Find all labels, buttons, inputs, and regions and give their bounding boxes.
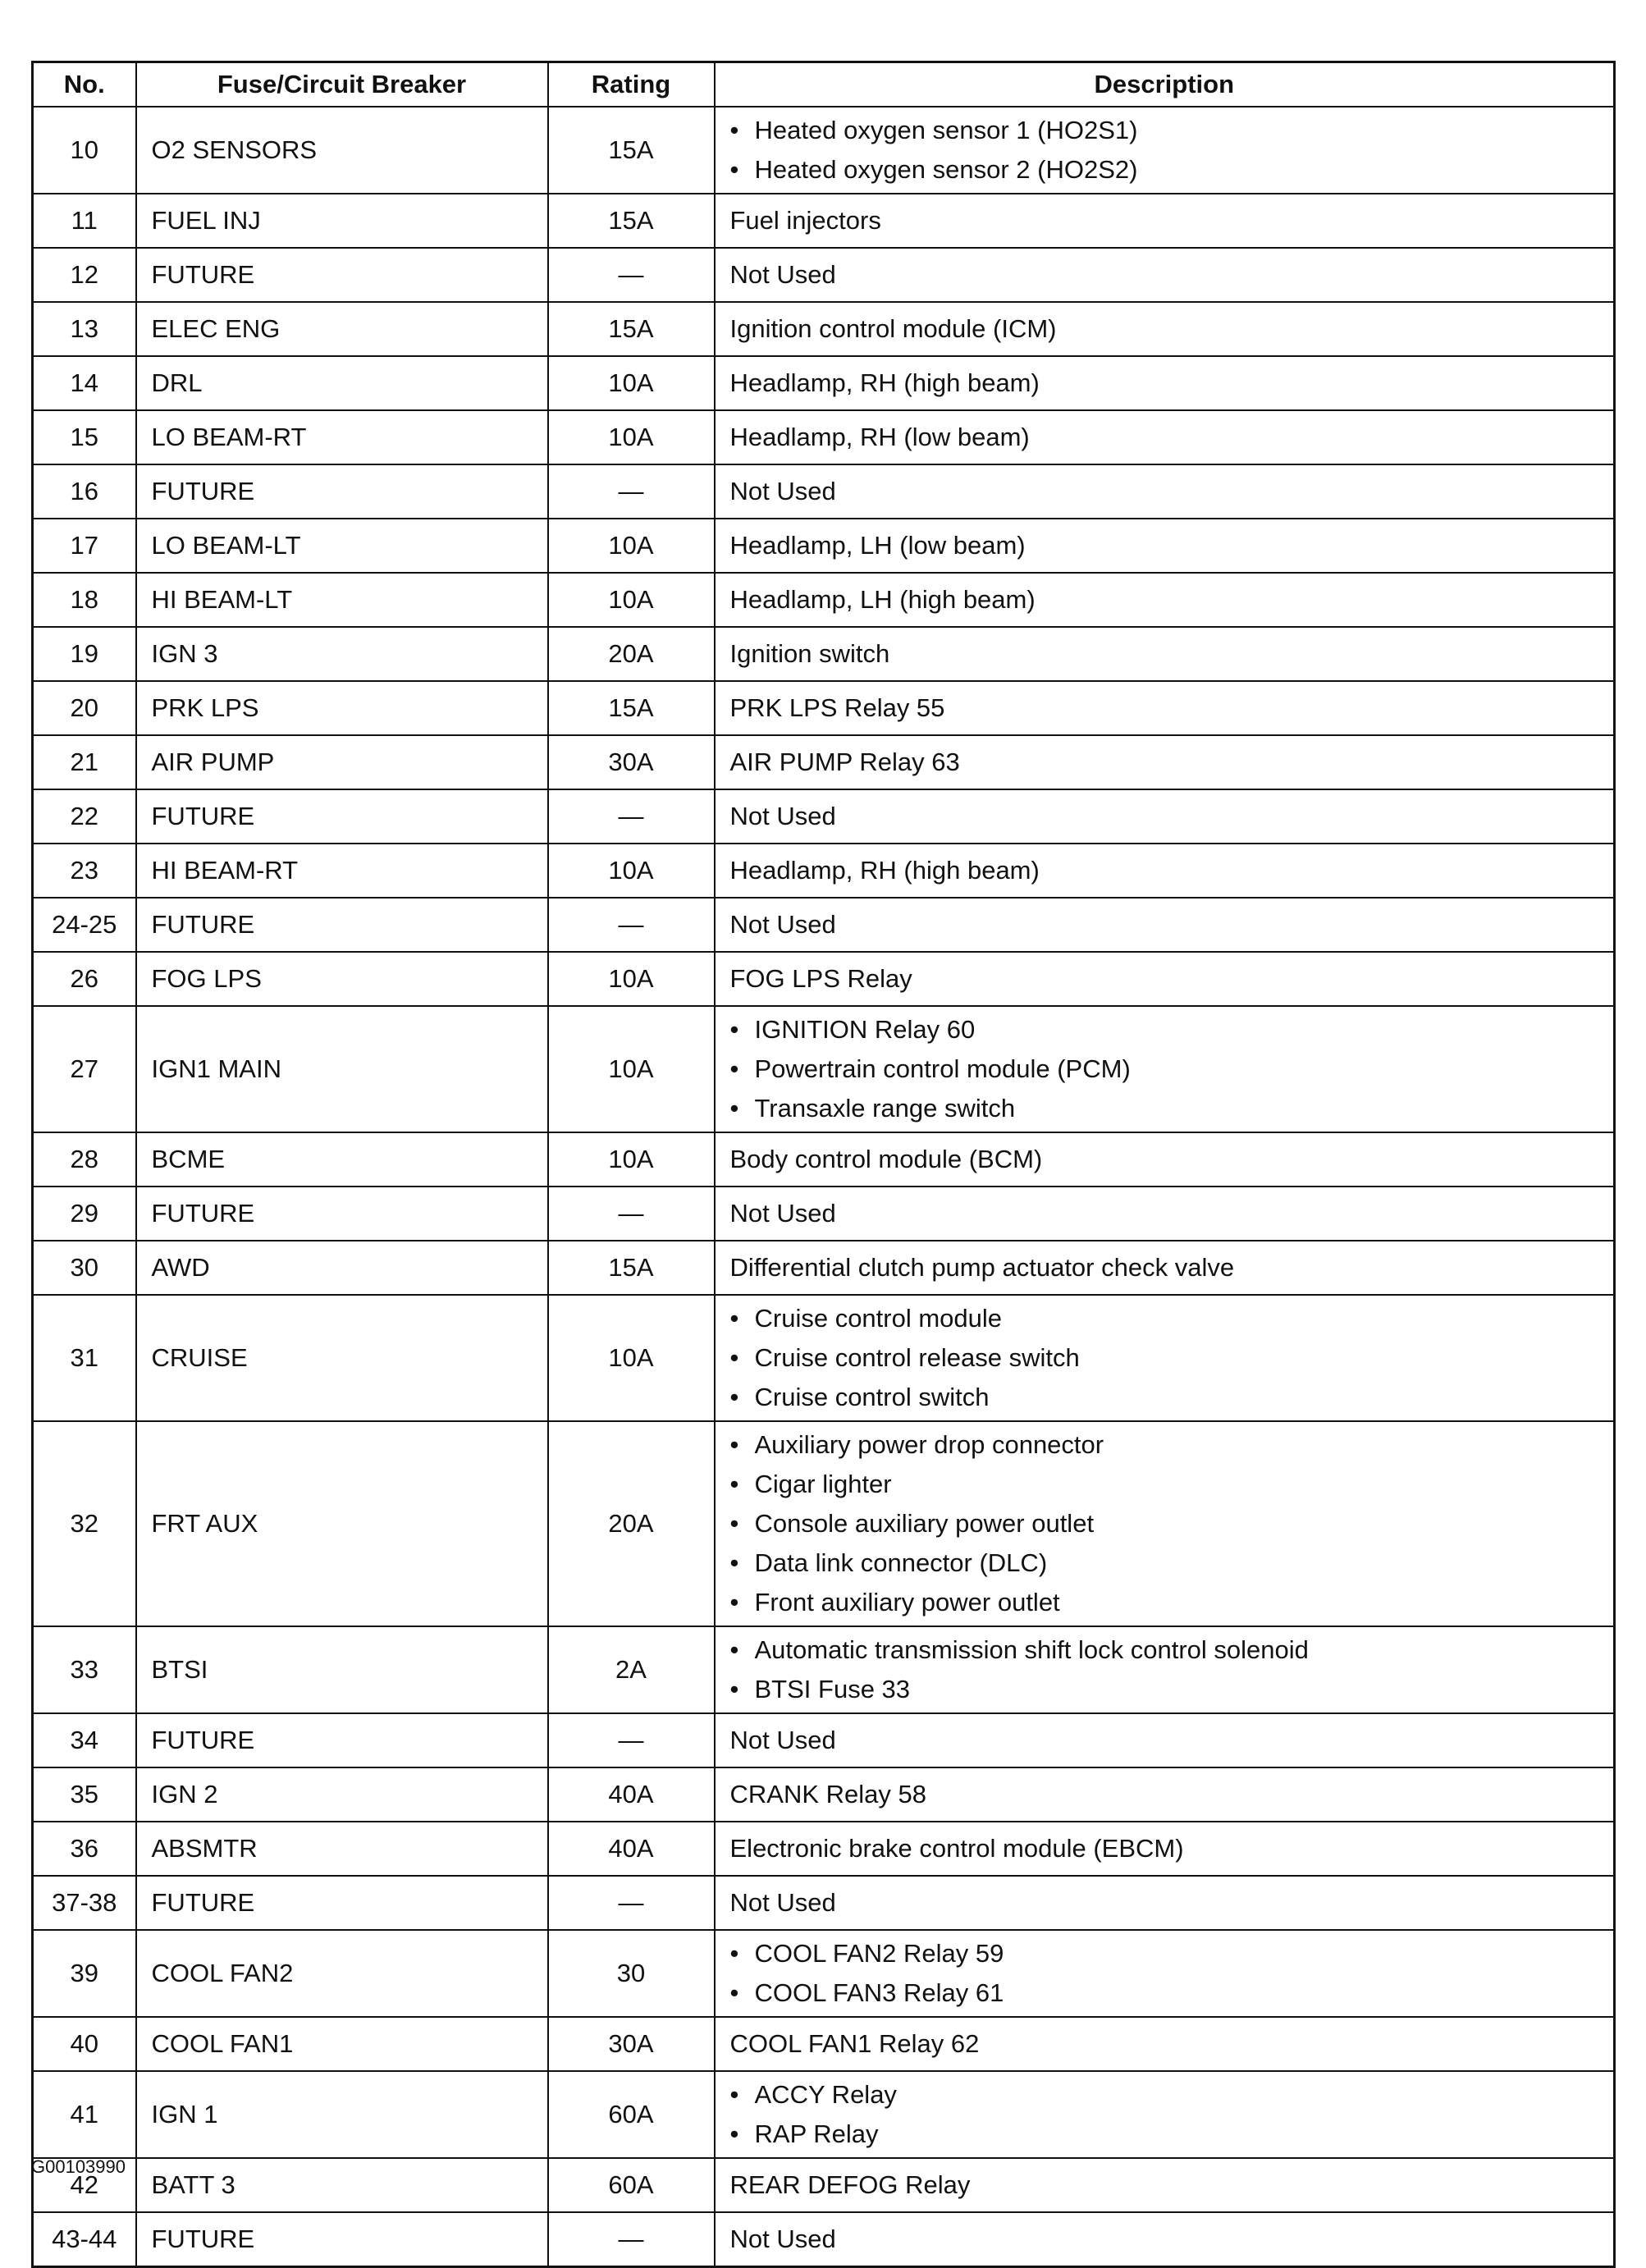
- description-list-item: • RAP Relay: [755, 2115, 1599, 2154]
- table-row: [33, 2158, 1615, 2212]
- table-row: [33, 410, 1615, 464]
- fuse-rating-cell: —: [548, 248, 715, 302]
- fuse-description-cell: Body control module (BCM): [715, 1132, 1615, 1187]
- table-row: [33, 1626, 1615, 1713]
- description-list: [730, 2075, 1599, 2154]
- description-list: [730, 111, 1599, 190]
- fuse-name-cell: COOL FAN1: [136, 2017, 548, 2071]
- table-row: [33, 2071, 1615, 2158]
- fuse-number-cell: 30: [33, 1241, 136, 1295]
- fuse-rating-cell: —: [548, 898, 715, 952]
- fuse-rating-cell: 10A: [548, 356, 715, 410]
- fuse-name-cell: IGN1 MAIN: [136, 1006, 548, 1132]
- description-list-item: • Cruise control release switch: [755, 1338, 1599, 1378]
- fuse-name-cell: AWD: [136, 1241, 548, 1295]
- table-row: [33, 1421, 1615, 1626]
- fuse-name-cell: FUEL INJ: [136, 194, 548, 248]
- fuse-rating-cell: 15A: [548, 302, 715, 356]
- description-list-item: • Cruise control switch: [755, 1378, 1599, 1417]
- fuse-name-cell: LO BEAM-LT: [136, 519, 548, 573]
- table-row: [33, 681, 1615, 735]
- description-list-item: • Auxiliary power drop connector: [755, 1425, 1599, 1465]
- fuse-rating-cell: 10A: [548, 952, 715, 1006]
- table-row: [33, 2212, 1615, 2267]
- fuse-number-cell: 36: [33, 1822, 136, 1876]
- fuse-rating-cell: 10A: [548, 1132, 715, 1187]
- fuse-rating-cell: 40A: [548, 1822, 715, 1876]
- table-row: [33, 1241, 1615, 1295]
- fuse-description-cell: Not Used: [715, 248, 1615, 302]
- fuse-name-cell: IGN 2: [136, 1767, 548, 1822]
- fuse-number-cell: 41: [33, 2071, 136, 2158]
- fuse-name-cell: FUTURE: [136, 2212, 548, 2267]
- table-row: [33, 898, 1615, 952]
- fuse-rating-cell: 10A: [548, 410, 715, 464]
- fuse-rating-cell: 20A: [548, 1421, 715, 1626]
- fuse-name-cell: ELEC ENG: [136, 302, 548, 356]
- fuse-rating-cell: 30: [548, 1930, 715, 2017]
- table-row: [33, 844, 1615, 898]
- fuse-number-cell: 19: [33, 627, 136, 681]
- fuse-rating-cell: 10A: [548, 519, 715, 573]
- fuse-number-cell: 29: [33, 1187, 136, 1241]
- fuse-number-cell: 18: [33, 573, 136, 627]
- fuse-name-cell: HI BEAM-RT: [136, 844, 548, 898]
- fuse-name-cell: IGN 3: [136, 627, 548, 681]
- fuse-description-cell: Not Used: [715, 464, 1615, 519]
- fuse-number-cell: 16: [33, 464, 136, 519]
- fuse-rating-cell: 20A: [548, 627, 715, 681]
- fuse-name-cell: FUTURE: [136, 1713, 548, 1767]
- fuse-number-cell: 32: [33, 1421, 136, 1626]
- fuse-name-cell: FRT AUX: [136, 1421, 548, 1626]
- fuse-rating-cell: 15A: [548, 1241, 715, 1295]
- fuse-rating-cell: 15A: [548, 194, 715, 248]
- fuse-description-cell: Headlamp, LH (high beam): [715, 573, 1615, 627]
- fuse-description-cell: FOG LPS Relay: [715, 952, 1615, 1006]
- table-row: [33, 194, 1615, 248]
- fuse-number-cell: 34: [33, 1713, 136, 1767]
- fuse-number-cell: 42: [33, 2158, 136, 2212]
- table-row: [33, 1132, 1615, 1187]
- table-row: [33, 789, 1615, 844]
- table-row: [33, 1006, 1615, 1132]
- header-rating: Rating: [548, 62, 715, 107]
- fuse-description-cell: [715, 1006, 1615, 1132]
- table-row: [33, 1930, 1615, 2017]
- table-row: [33, 952, 1615, 1006]
- fuse-number-cell: 27: [33, 1006, 136, 1132]
- fuse-name-cell: FOG LPS: [136, 952, 548, 1006]
- fuse-number-cell: 21: [33, 735, 136, 789]
- fuse-description-cell: CRANK Relay 58: [715, 1767, 1615, 1822]
- description-list-item: • Heated oxygen sensor 1 (HO2S1): [755, 111, 1599, 150]
- fuse-rating-cell: 30A: [548, 2017, 715, 2071]
- table-row: [33, 464, 1615, 519]
- fuse-name-cell: CRUISE: [136, 1295, 548, 1421]
- fuse-name-cell: COOL FAN2: [136, 1930, 548, 2017]
- table-body: [33, 107, 1615, 2267]
- description-list-item: • Console auxiliary power outlet: [755, 1504, 1599, 1543]
- table-row: [33, 302, 1615, 356]
- description-list-item: • ACCY Relay: [755, 2075, 1599, 2115]
- fuse-name-cell: O2 SENSORS: [136, 107, 548, 194]
- fuse-number-cell: 17: [33, 519, 136, 573]
- description-list: [730, 1630, 1599, 1709]
- table-row: [33, 1822, 1615, 1876]
- fuse-number-cell: 26: [33, 952, 136, 1006]
- table-row: [33, 107, 1615, 194]
- fuse-description-cell: [715, 1295, 1615, 1421]
- fuse-number-cell: 20: [33, 681, 136, 735]
- fuse-description-cell: Not Used: [715, 1187, 1615, 1241]
- fuse-rating-cell: —: [548, 2212, 715, 2267]
- header-description: Description: [715, 62, 1615, 107]
- figure-code: G00103990: [31, 2156, 126, 2177]
- fuse-rating-cell: 2A: [548, 1626, 715, 1713]
- fuse-description-cell: Not Used: [715, 1713, 1615, 1767]
- description-list-item: • IGNITION Relay 60: [755, 1010, 1599, 1049]
- fuse-rating-cell: —: [548, 1187, 715, 1241]
- fuse-name-cell: LO BEAM-RT: [136, 410, 548, 464]
- fuse-description-cell: [715, 1626, 1615, 1713]
- fuse-number-cell: 24-25: [33, 898, 136, 952]
- fuse-number-cell: 13: [33, 302, 136, 356]
- description-list-item: • BTSI Fuse 33: [755, 1670, 1599, 1709]
- fuse-description-cell: Headlamp, RH (high beam): [715, 356, 1615, 410]
- fuse-description-cell: [715, 1930, 1615, 2017]
- description-list-item: • Cigar lighter: [755, 1465, 1599, 1504]
- fuse-rating-cell: 15A: [548, 107, 715, 194]
- fuse-description-cell: Differential clutch pump actuator check valve: [715, 1241, 1615, 1295]
- table-row: [33, 627, 1615, 681]
- header-no: No.: [33, 62, 136, 107]
- description-list: [730, 1425, 1599, 1622]
- description-list-item: • Front auxiliary power outlet: [755, 1583, 1599, 1622]
- table-row: [33, 2017, 1615, 2071]
- fuse-description-cell: Ignition switch: [715, 627, 1615, 681]
- fuse-description-cell: Not Used: [715, 898, 1615, 952]
- fuse-description-cell: Not Used: [715, 789, 1615, 844]
- description-list-item: • COOL FAN3 Relay 61: [755, 1973, 1599, 2013]
- description-list-item: • Data link connector (DLC): [755, 1543, 1599, 1583]
- fuse-name-cell: IGN 1: [136, 2071, 548, 2158]
- fuse-description-cell: Electronic brake control module (EBCM): [715, 1822, 1615, 1876]
- description-list: [730, 1934, 1599, 2013]
- fuse-rating-cell: 15A: [548, 681, 715, 735]
- fuse-number-cell: 10: [33, 107, 136, 194]
- table-row: [33, 1187, 1615, 1241]
- fuse-name-cell: BTSI: [136, 1626, 548, 1713]
- fuse-name-cell: BATT 3: [136, 2158, 548, 2212]
- table-row: [33, 1295, 1615, 1421]
- fuse-description-cell: Fuel injectors: [715, 194, 1615, 248]
- fuse-description-cell: PRK LPS Relay 55: [715, 681, 1615, 735]
- fuse-description-cell: [715, 107, 1615, 194]
- fuse-name-cell: PRK LPS: [136, 681, 548, 735]
- fuse-rating-cell: —: [548, 1876, 715, 1930]
- table-row: [33, 248, 1615, 302]
- header-fuse-circuit-breaker: Fuse/Circuit Breaker: [136, 62, 548, 107]
- fuse-number-cell: 22: [33, 789, 136, 844]
- fuse-number-cell: 12: [33, 248, 136, 302]
- fuse-name-cell: DRL: [136, 356, 548, 410]
- description-list-item: • COOL FAN2 Relay 59: [755, 1934, 1599, 1973]
- fuse-description-cell: COOL FAN1 Relay 62: [715, 2017, 1615, 2071]
- fuse-name-cell: FUTURE: [136, 1187, 548, 1241]
- fuse-rating-cell: 60A: [548, 2071, 715, 2158]
- fuse-rating-cell: 10A: [548, 1006, 715, 1132]
- fuse-name-cell: BCME: [136, 1132, 548, 1187]
- fuse-number-cell: 39: [33, 1930, 136, 2017]
- fuse-description-cell: Ignition control module (ICM): [715, 302, 1615, 356]
- fuse-number-cell: 28: [33, 1132, 136, 1187]
- description-list-item: • Powertrain control module (PCM): [755, 1049, 1599, 1089]
- fuse-description-cell: AIR PUMP Relay 63: [715, 735, 1615, 789]
- table-row: [33, 519, 1615, 573]
- fuse-description-cell: Not Used: [715, 2212, 1615, 2267]
- fuse-rating-cell: 40A: [548, 1767, 715, 1822]
- fuse-description-cell: Headlamp, RH (low beam): [715, 410, 1615, 464]
- fuse-description-cell: REAR DEFOG Relay: [715, 2158, 1615, 2212]
- fuse-name-cell: HI BEAM-LT: [136, 573, 548, 627]
- fuse-description-cell: Not Used: [715, 1876, 1615, 1930]
- table-row: [33, 1713, 1615, 1767]
- description-list-item: • Cruise control module: [755, 1299, 1599, 1338]
- fuse-number-cell: 31: [33, 1295, 136, 1421]
- fuse-table: [31, 61, 1616, 2268]
- fuse-rating-cell: 10A: [548, 573, 715, 627]
- fuse-name-cell: AIR PUMP: [136, 735, 548, 789]
- table-row: [33, 1767, 1615, 1822]
- fuse-description-cell: Headlamp, LH (low beam): [715, 519, 1615, 573]
- table-row: [33, 1876, 1615, 1930]
- description-list: [730, 1299, 1599, 1417]
- header-row: [33, 62, 1615, 107]
- description-list: [730, 1010, 1599, 1128]
- fuse-name-cell: FUTURE: [136, 789, 548, 844]
- fuse-description-cell: Headlamp, RH (high beam): [715, 844, 1615, 898]
- fuse-rating-cell: 30A: [548, 735, 715, 789]
- description-list-item: • Automatic transmission shift lock control solenoid: [755, 1630, 1599, 1670]
- fuse-rating-cell: 10A: [548, 844, 715, 898]
- description-list-item: • Transaxle range switch: [755, 1089, 1599, 1128]
- fuse-name-cell: FUTURE: [136, 248, 548, 302]
- fuse-name-cell: FUTURE: [136, 464, 548, 519]
- fuse-rating-cell: 60A: [548, 2158, 715, 2212]
- fuse-rating-cell: —: [548, 1713, 715, 1767]
- fuse-number-cell: 15: [33, 410, 136, 464]
- fuse-name-cell: FUTURE: [136, 1876, 548, 1930]
- fuse-rating-cell: —: [548, 464, 715, 519]
- fuse-description-cell: [715, 1421, 1615, 1626]
- fuse-number-cell: 37-38: [33, 1876, 136, 1930]
- fuse-rating-cell: —: [548, 789, 715, 844]
- fuse-number-cell: 23: [33, 844, 136, 898]
- fuse-number-cell: 35: [33, 1767, 136, 1822]
- table-row: [33, 735, 1615, 789]
- fuse-name-cell: ABSMTR: [136, 1822, 548, 1876]
- fuse-name-cell: FUTURE: [136, 898, 548, 952]
- table-header: [33, 62, 1615, 107]
- description-list-item: • Heated oxygen sensor 2 (HO2S2): [755, 150, 1599, 190]
- fuse-number-cell: 14: [33, 356, 136, 410]
- fuse-number-cell: 43-44: [33, 2212, 136, 2267]
- fuse-description-cell: [715, 2071, 1615, 2158]
- table-row: [33, 573, 1615, 627]
- table-row: [33, 356, 1615, 410]
- fuse-number-cell: 40: [33, 2017, 136, 2071]
- fuse-rating-cell: 10A: [548, 1295, 715, 1421]
- fuse-number-cell: 33: [33, 1626, 136, 1713]
- fuse-number-cell: 11: [33, 194, 136, 248]
